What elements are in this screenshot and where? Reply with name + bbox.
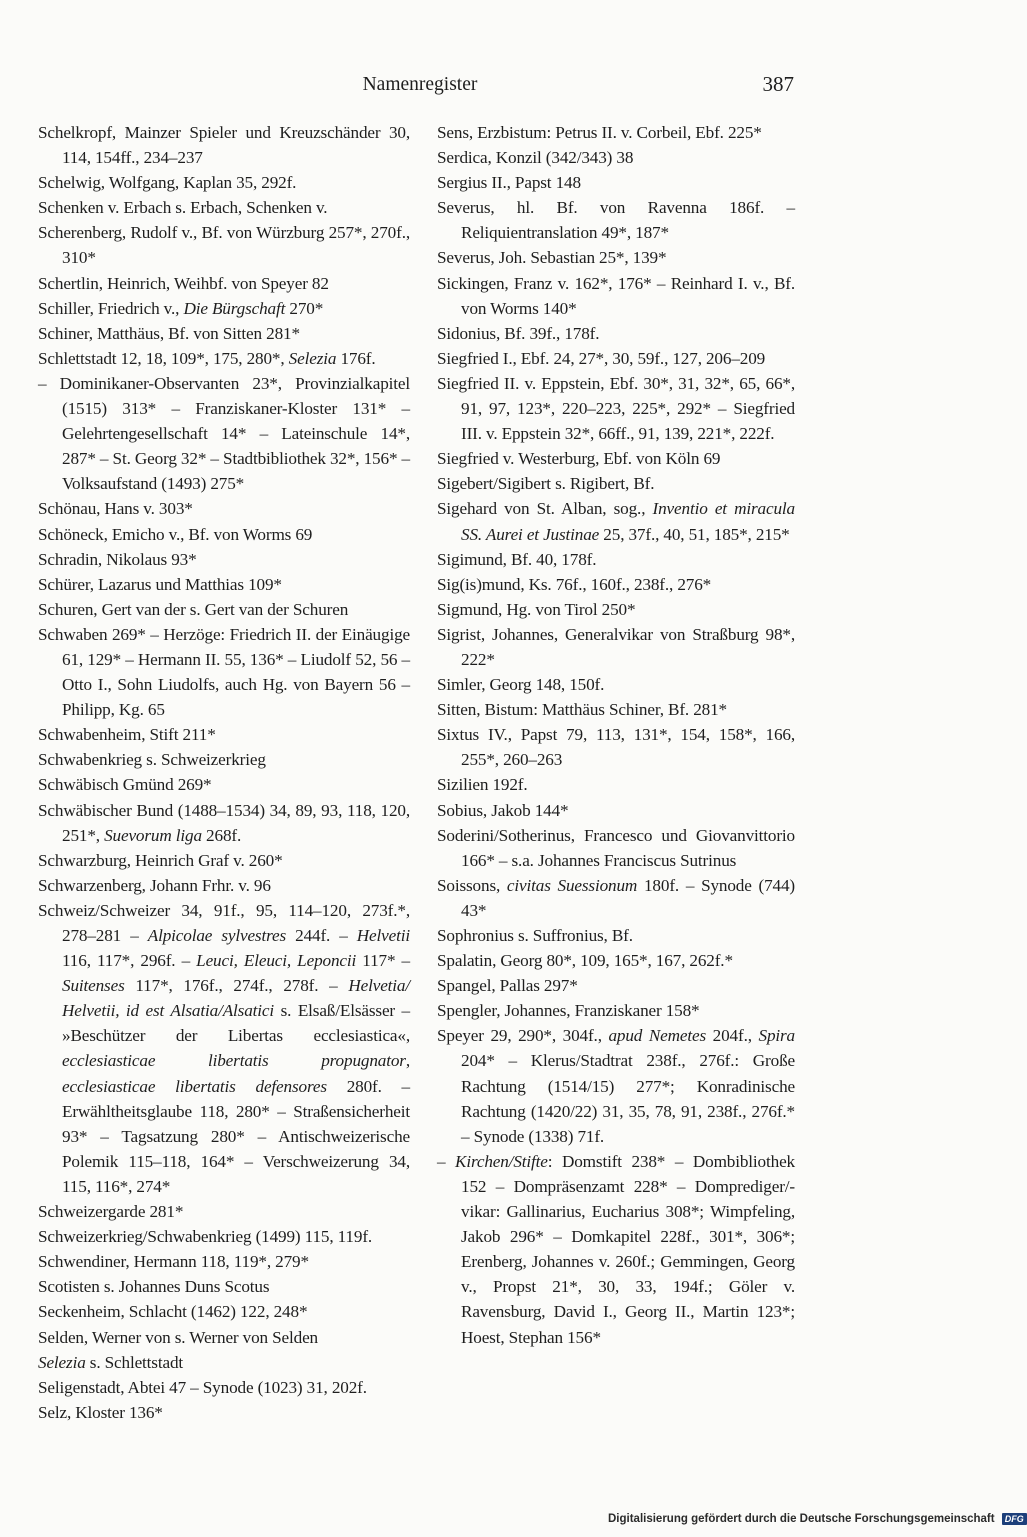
index-entry: Schöneck, Emicho v., Bf. von Worms 69 bbox=[38, 524, 313, 544]
index-column-right bbox=[437, 120, 795, 1350]
index-entry: Schürer, Lazarus und Matthias 109* bbox=[38, 574, 282, 594]
index-entry: – Dominikaner-Observanten 23*, Provinzialkapitel (1515) 313* – Franziskaner-Kloster 131* – Gelehrtengesellschaft 14* – Lateinschule 14*, 287* – St. Georg 32* – Stadtbibliothek 32*, 156* – Volksaufstand (1493) 275* bbox=[38, 373, 410, 494]
index-entry: Sigebert/Sigibert s. Rigibert, Bf. bbox=[437, 474, 655, 494]
index-entry: Schiner, Matthäus, Bf. von Sitten 281* bbox=[38, 323, 300, 343]
funding-footer bbox=[608, 1513, 1027, 1525]
index-entry: Spalatin, Georg 80*, 109, 165*, 167, 262f.* bbox=[437, 951, 733, 971]
index-entry: Schwarzburg, Heinrich Graf v. 260* bbox=[38, 850, 283, 870]
index-entry: Sobius, Jakob 144* bbox=[437, 800, 569, 820]
index-entry: Schuren, Gert van der s. Gert van der Schuren bbox=[38, 599, 349, 619]
funding-note: Digitalisierung gefördert durch die Deutsche Forschungsgemeinschaft bbox=[608, 1513, 995, 1526]
index-entry: Schwabenkrieg s. Schweizerkrieg bbox=[38, 750, 266, 770]
index-entry: Severus, Joh. Sebastian 25*, 139* bbox=[437, 248, 667, 268]
index-entry: Schweizerkrieg/Schwabenkrieg (1499) 115, 119f. bbox=[38, 1227, 373, 1247]
index-entry: Severus, hl. Bf. von Ravenna 186f. – Reliquientranslation 49*, 187* bbox=[437, 198, 795, 243]
index-entry: Schertlin, Heinrich, Weihbf. von Speyer 82 bbox=[38, 273, 329, 293]
index-entry: Sixtus IV., Papst 79, 113, 131*, 154, 158*, 166, 255*, 260–263 bbox=[437, 725, 795, 770]
index-entry: Schwabenheim, Stift 211* bbox=[38, 725, 216, 745]
index-entry: Sigimund, Bf. 40, 178f. bbox=[437, 549, 597, 569]
index-column-left bbox=[38, 120, 410, 1425]
index-entry: Sig(is)mund, Ks. 76f., 160f., 238f., 276* bbox=[437, 574, 712, 594]
index-entry: Siegfried v. Westerburg, Ebf. von Köln 69 bbox=[437, 449, 721, 469]
index-entry: Spengler, Johannes, Franziskaner 158* bbox=[437, 1001, 700, 1021]
index-entry: Schweizergarde 281* bbox=[38, 1202, 184, 1222]
index-entry: Simler, Georg 148, 150f. bbox=[437, 675, 605, 695]
index-entry: Scotisten s. Johannes Duns Scotus bbox=[38, 1277, 270, 1297]
index-entry: Schlettstadt 12, 18, 109*, 175, 280*, Selezia 176f. bbox=[38, 348, 376, 368]
index-entry: Schwaben 269* – Herzöge: Friedrich II. der Einäugige 61, 129* – Hermann II. 55, 136* – Liudolf 52, 56 – Otto I., Sohn Liudolfs, auch Hg. von Bayern 56 – Philipp, Kg. 65 bbox=[38, 624, 410, 720]
dfg-logo: DFG bbox=[1002, 1513, 1027, 1525]
index-entry: Speyer 29, 290*, 304f., apud Nemetes 204f., Spira 204* – Klerus/Stadtrat 238f., 276f.: Große Rachtung (1514/15) 277*; Konradinische Rachtung (1420/22) 31, 35, 78, 91, 238f., 276f.* – Synode (1338) 71f. bbox=[437, 1026, 795, 1146]
index-entry: Schwäbisch Gmünd 269* bbox=[38, 775, 212, 795]
index-entry: Schweiz/Schweizer 34, 91f., 95, 114–120, 273f.*, 278–281 – Alpicolae sylvestres 244f. – Helvetii 116, 117*, 296f. – Leuci, Eleuci, Leponcii 117* – Suitenses 117*, 176f., 274f., 278f. – Helvetia/ Helvetii, id est Alsatia/Alsatici s. Elsaß/Elsässer – »Beschützer der Libertas ecclesiastica«, ecclesiasticae libertatis propugnator, ecclesiasticae libertatis defensores 280f. – Erwähltheitsglaube 118, 280* – Straßensicherheit 93* – Tagsatzung 280* – Antischweizerische Polemik 115–118, 164* – Verschweizerung 34, 115, 116*, 274* bbox=[38, 900, 410, 1196]
index-entry: Schelwig, Wolfgang, Kaplan 35, 292f. bbox=[38, 173, 297, 193]
index-entry: Serdica, Konzil (342/343) 38 bbox=[437, 148, 634, 168]
index-entry: Sens, Erzbistum: Petrus II. v. Corbeil, Ebf. 225* bbox=[437, 123, 762, 142]
index-entry: Schelkropf, Mainzer Spieler und Kreuzschänder 30, 114, 154ff., 234–237 bbox=[38, 123, 410, 168]
index-entry: Sidonius, Bf. 39f., 178f. bbox=[437, 323, 600, 343]
index-entry: Soderini/Sotherinus, Francesco und Giovanvittorio 166* – s.a. Johannes Franciscus Sutrinus bbox=[437, 825, 795, 870]
index-entry: Sigehard von St. Alban, sog., Inventio et miracula SS. Aurei et Justinae 25, 37f., 40, 51, 185*, 215* bbox=[437, 499, 795, 544]
index-entry: Soissons, civitas Suessionum 180f. – Synode (744) 43* bbox=[437, 875, 796, 920]
index-entry: Sizilien 192f. bbox=[437, 775, 528, 795]
running-title: Namenregister bbox=[362, 74, 478, 95]
index-entry: Siegfried I., Ebf. 24, 27*, 30, 59f., 127, 206–209 bbox=[437, 348, 766, 368]
index-entry: Sickingen, Franz v. 162*, 176* – Reinhard I. v., Bf. von Worms 140* bbox=[437, 273, 795, 318]
index-entry: Scherenberg, Rudolf v., Bf. von Würzburg 257*, 270f., 310* bbox=[38, 223, 410, 268]
index-entry: Seligenstadt, Abtei 47 – Synode (1023) 31, 202f. bbox=[38, 1377, 367, 1397]
index-entry: Schwendiner, Hermann 118, 119*, 279* bbox=[38, 1252, 309, 1272]
index-entry: Schwäbischer Bund (1488–1534) 34, 89, 93, 118, 120, 251*, Suevorum liga 268f. bbox=[38, 800, 410, 845]
index-entry: Schwarzenberg, Johann Frhr. v. 96 bbox=[38, 875, 271, 895]
index-entry: Schiller, Friedrich v., Die Bürgschaft 270* bbox=[38, 298, 324, 318]
index-entry: Spangel, Pallas 297* bbox=[437, 976, 578, 996]
page-number: 387 bbox=[762, 72, 794, 96]
index-entry: Sigmund, Hg. von Tirol 250* bbox=[437, 599, 636, 619]
index-entry: Siegfried II. v. Eppstein, Ebf. 30*, 31, 32*, 65, 66*, 91, 97, 123*, 220–223, 225*, 292* – Siegfried III. v. Eppstein 32*, 66ff., 91, 139, 221*, 222f. bbox=[437, 373, 795, 444]
page-header bbox=[0, 70, 1000, 104]
index-entry: Seckenheim, Schlacht (1462) 122, 248* bbox=[38, 1302, 308, 1322]
index-entry: Sigrist, Johannes, Generalvikar von Straßburg 98*, 222* bbox=[437, 624, 795, 669]
index-entry: Selz, Kloster 136* bbox=[38, 1402, 163, 1422]
index-entry: Sophronius s. Suffronius, Bf. bbox=[437, 926, 633, 945]
index-entry: Schönau, Hans v. 303* bbox=[38, 499, 193, 519]
index-entry: Sergius II., Papst 148 bbox=[437, 173, 581, 193]
index-entry: Sitten, Bistum: Matthäus Schiner, Bf. 281* bbox=[437, 700, 727, 720]
index-entry: Schradin, Nikolaus 93* bbox=[38, 549, 197, 569]
index-entry: Schenken v. Erbach s. Erbach, Schenken v. bbox=[38, 198, 328, 218]
index-entry: Selezia s. Schlettstadt bbox=[38, 1352, 184, 1372]
index-entry: Selden, Werner von s. Werner von Selden bbox=[38, 1327, 318, 1347]
index-entry: – Kirchen/Stifte: Domstift 238* – Dombibliothek 152 – Dompräsenzamt 228* – Domprediger/-vikar: Gallinarius, Eucharius 308*; Wimpfeling, Jakob 296* – Domkapitel 228f., 301*, 306*; Erenberg, Johannes v. 260f.; Gemmingen, Georg v., Propst 21*, 30, 33, 194f.; Göler v. Ravensburg, David I., Georg II., Martin 123*; Hoest, Stephan 156* bbox=[437, 1151, 795, 1347]
